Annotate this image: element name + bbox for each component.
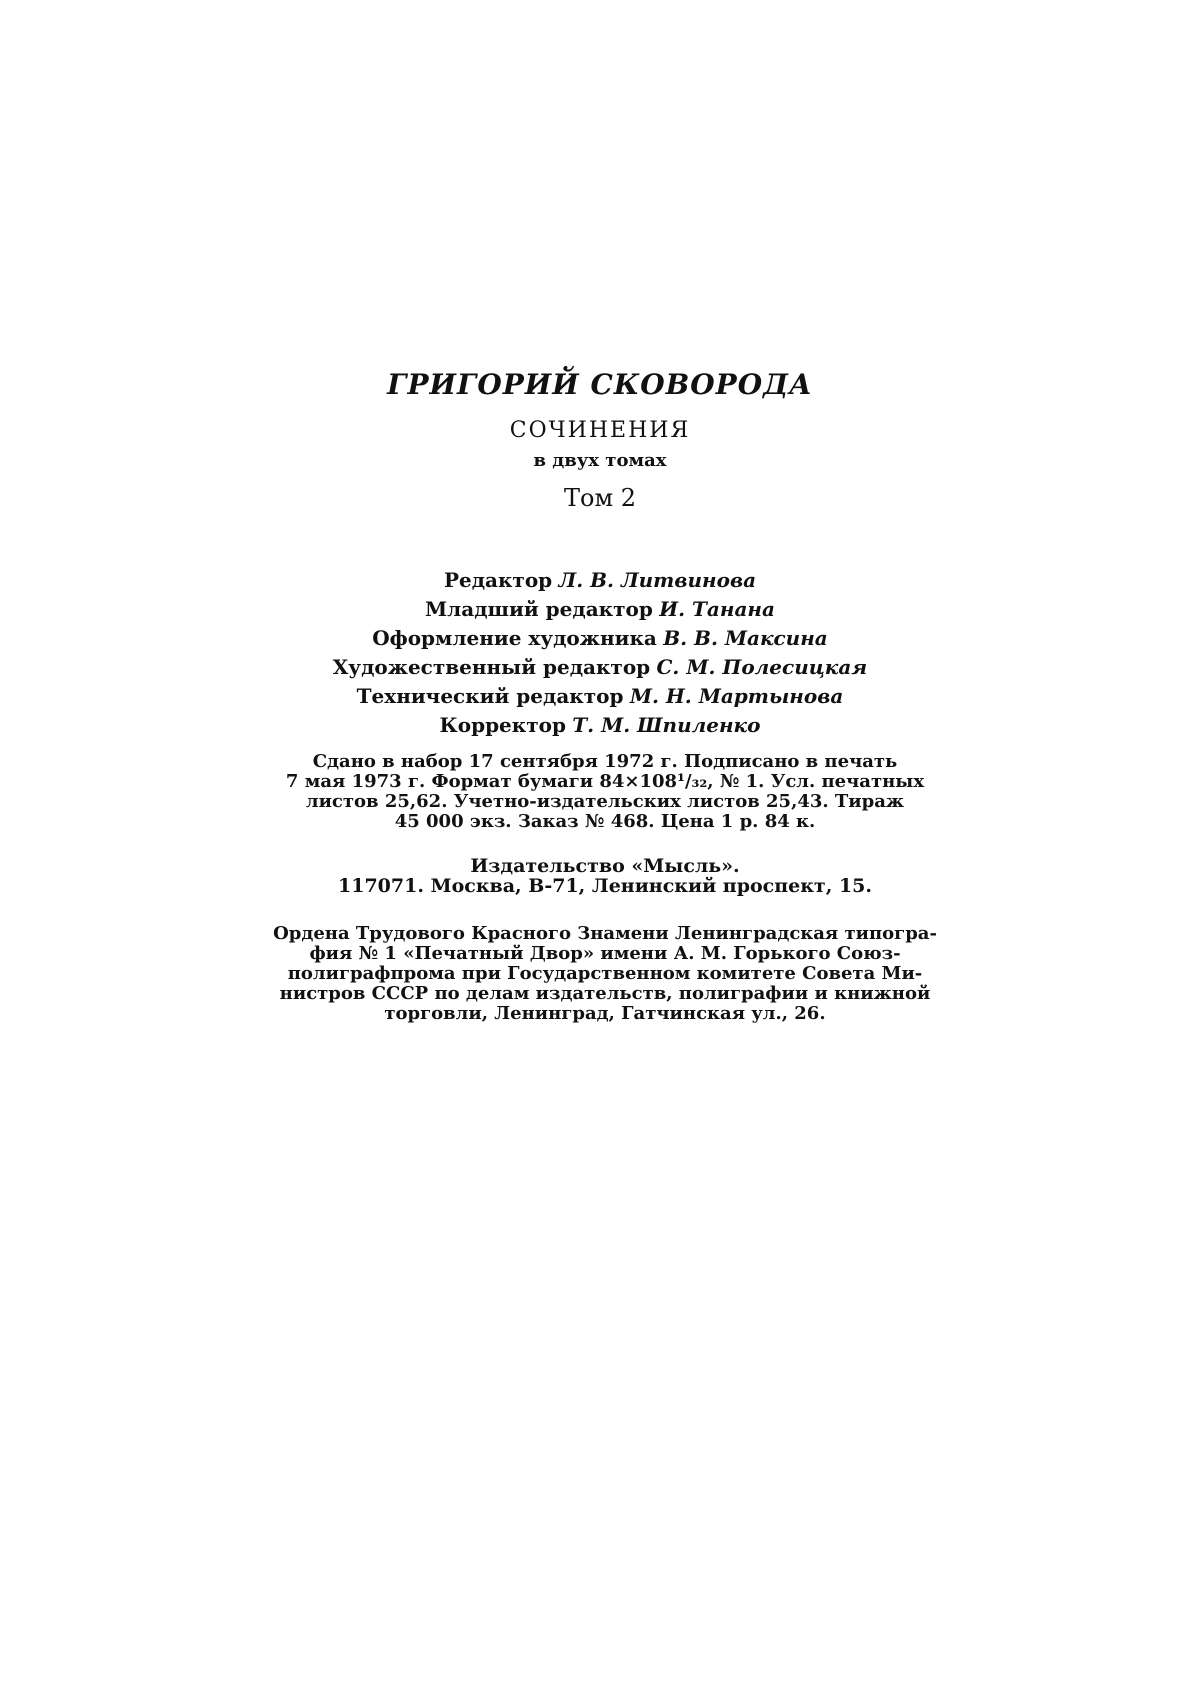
publisher-line: Издательство «Мысль». <box>470 855 740 877</box>
imprint-line: Сдано в набор 17 сентября 1972 г. Подписано в печать <box>312 751 898 772</box>
work-title: СОЧИНЕНИЯ <box>509 418 691 443</box>
printer-paragraph <box>234 924 976 1024</box>
credit-name: М. Н. Мартынова <box>629 684 844 708</box>
imprint-line: 45 000 экз. Заказ № 468. Цена 1 р. 84 к. <box>394 811 816 832</box>
credit-line <box>0 682 1200 711</box>
imprint-paragraph <box>234 752 976 832</box>
credit-line <box>0 566 1200 595</box>
credit-line <box>0 653 1200 682</box>
credit-role: Художественный редактор <box>332 655 651 679</box>
credit-role: Корректор <box>439 713 566 737</box>
volume-number: Том 2 <box>563 484 637 512</box>
credit-line <box>0 711 1200 740</box>
imprint-line: листов 25,62. Учетно-издательских листов 25,43. Тираж <box>305 791 905 812</box>
credit-role: Редактор <box>443 568 553 592</box>
work-subtitle: в двух томах <box>533 450 667 471</box>
credits-list <box>0 566 1200 740</box>
credit-line <box>0 595 1200 624</box>
credit-role: Младший редактор <box>425 597 653 621</box>
printer-line: полиграфпрома при Государственном комитете Совета Ми- <box>287 963 923 984</box>
credit-role: Технический редактор <box>356 684 624 708</box>
printer-line: торговли, Ленинград, Гатчинская ул., 26. <box>384 1003 826 1024</box>
credit-name: В. В. Максина <box>663 626 828 650</box>
credit-name: С. М. Полесицкая <box>656 655 868 679</box>
credit-role: Оформление художника <box>372 626 657 650</box>
publisher-line: 117071. Москва, В-71, Ленинский проспект, 15. <box>338 875 872 897</box>
printer-line: фия № 1 «Печатный Двор» имени А. М. Горького Союз- <box>309 943 901 964</box>
credit-name: Т. М. Шпиленко <box>572 713 761 737</box>
credit-line <box>0 624 1200 653</box>
credit-name: Л. В. Литвинова <box>558 568 757 592</box>
printer-line: Ордена Трудового Красного Знамени Ленинградская типогра- <box>273 923 937 944</box>
credit-name: И. Танана <box>659 597 775 621</box>
imprint-line: 7 мая 1973 г. Формат бумаги 84×108¹/₃₂, № 1. Усл. печатных <box>285 771 925 792</box>
author-name: ГРИГОРИЙ СКОВОРОДА <box>387 368 813 401</box>
publisher-paragraph <box>234 856 976 896</box>
printer-line: нистров СССР по делам издательств, полиграфии и книжной <box>279 983 931 1004</box>
